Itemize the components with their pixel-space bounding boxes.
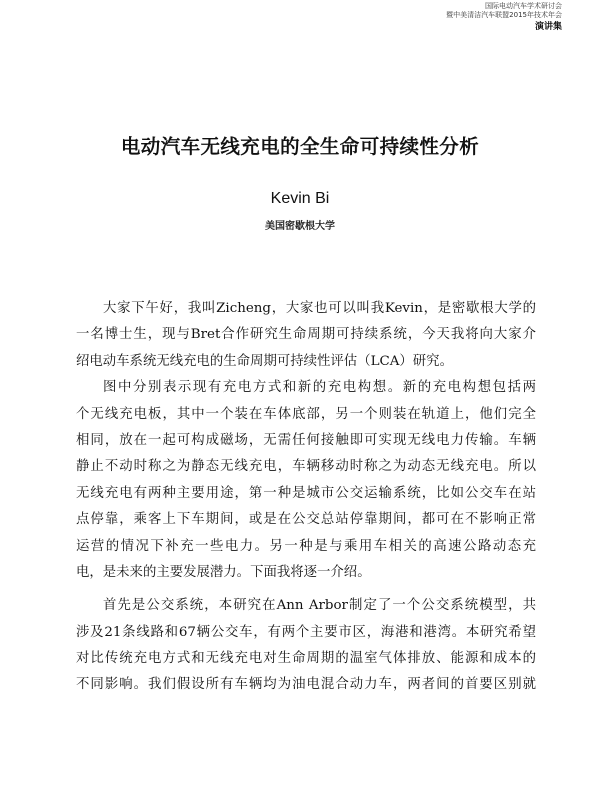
page-header [382,2,562,34]
header-proceedings: 演讲集 [534,22,562,32]
paragraph-3 [76,593,536,699]
paper-title: 电动汽车无线充电的全生命可持续性分析 [120,135,480,158]
text-line: 绍电动车系统无线充电的生命周期可持续性评估（LCA）研究。 [76,353,453,369]
text-line: 不同影响。我们假设所有车辆均为油电混合动力车，两者间的首要区别就 [76,677,536,693]
header-conference: 国际电动汽车学术研讨会 [485,2,562,10]
article-body [76,296,536,699]
text-line: 大家下午好，我叫Zicheng，大家也可以叫我Kevin，是密歇根大学的 [103,301,536,316]
text-line: 一名博士生，现与Bret合作研究生命周期可持续系统，今天我将向大家介 [76,327,536,343]
paragraph-1 [76,296,536,375]
author-name: Kevin Bi [270,190,330,207]
paragraph-2 [76,375,536,586]
header-annual-meeting: 暨中美清洁汽车联盟2015年技术年会 [446,11,562,19]
text-line: 相同，放在一起可构成磁场，无需任何接触即可实现无线电力传输。车辆 [76,432,536,448]
author-affiliation: 美国密歇根大学 [265,221,335,232]
text-line: 点停靠，乘客上下车期间，或是在公交总站停靠期间，都可在不影响正常 [76,512,536,528]
text-line: 个无线充电板，其中一个装在车体底部，另一个则装在轨道上，他们完全 [76,406,536,422]
text-line: 对比传统充电方式和无线充电对生命周期的温室气体排放、能源和成本的 [76,651,536,667]
text-line: 涉及21条线路和67辆公交车，有两个主要市区，海港和港湾。本研究希望 [76,624,536,640]
text-line: 图中分别表示现有充电方式和新的充电构想。新的充电构想包括两 [103,380,536,396]
text-line: 首先是公交系统，本研究在Ann Arbor制定了一个公交系统模型，共 [103,598,536,614]
text-line: 电，是未来的主要发展潜力。下面我将逐一介绍。 [76,564,371,580]
text-line: 运营的情况下补充一些电力。另一种是与乘用车相关的高速公路动态充 [76,538,536,554]
text-line: 无线充电有两种主要用途，第一种是城市公交运输系统，比如公交车在站 [76,485,536,501]
text-line: 静止不动时称之为静态无线充电，车辆移动时称之为动态无线充电。所以 [76,459,536,475]
